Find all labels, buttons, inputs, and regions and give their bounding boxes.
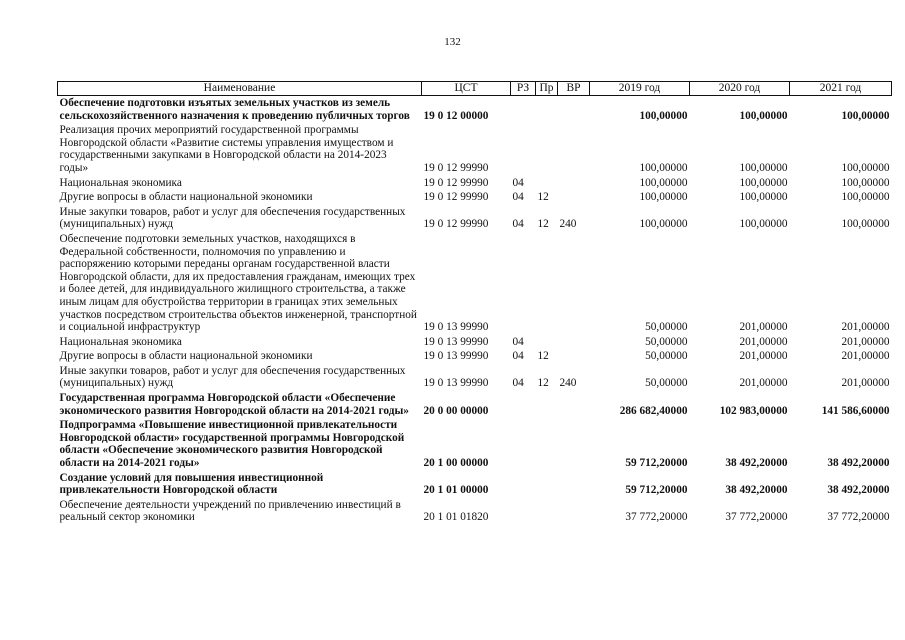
cell-2021: 38 492,20000	[827, 484, 890, 497]
cell-vr	[558, 498, 590, 525]
table-row	[58, 391, 892, 418]
cell-vr	[558, 176, 590, 191]
cell-name: Реализация прочих мероприятий государственной программы Новгородской области «Развитие системы управления имуществом и государственными закупками в Новгородской области на 2014-2023 годы»	[59, 124, 394, 174]
cell-cst: 19 0 13 99990	[423, 335, 489, 348]
cell-rz: 04	[512, 377, 524, 390]
cell-2019: 50,00000	[645, 321, 688, 334]
table-body	[58, 96, 892, 526]
table-row	[58, 364, 892, 391]
cell-2021: 100,00000	[841, 218, 890, 231]
cell-rz	[511, 391, 536, 418]
cell-pr	[536, 176, 558, 191]
cell-pr: 12	[537, 218, 549, 231]
cell-2021: 37 772,20000	[827, 511, 890, 524]
cell-rz	[511, 418, 536, 470]
cell-cst: 20 1 00 00000	[423, 457, 489, 470]
table-row	[58, 205, 892, 232]
cell-name: Государственная программа Новгородской области «Обеспечение экономического развития Новгородской области на 2014-2021 годы»	[59, 392, 409, 417]
col-header-name: Наименование	[58, 82, 422, 96]
table-row	[58, 232, 892, 335]
col-header-cst: ЦСТ	[422, 82, 511, 96]
cell-pr	[536, 232, 558, 335]
cell-2019: 100,00000	[639, 191, 688, 204]
cell-2021: 100,00000	[841, 109, 890, 122]
cell-cst: 19 0 12 99990	[423, 176, 489, 189]
cell-cst: 19 0 12 99990	[423, 161, 489, 174]
table-row	[58, 471, 892, 498]
table-row	[58, 418, 892, 470]
cell-2019: 50,00000	[645, 377, 688, 390]
cell-name: Обеспечение подготовки изъятых земельных участков из земель сельскохозяйственного назначения к проведению публичных торгов	[59, 97, 410, 122]
page-number: 132	[444, 36, 461, 48]
cell-vr	[558, 123, 590, 175]
cell-2020: 201,00000	[739, 321, 788, 334]
cell-rz	[511, 471, 536, 498]
table-row	[58, 123, 892, 175]
table-row	[58, 190, 892, 205]
cell-pr	[536, 471, 558, 498]
cell-2020: 201,00000	[739, 350, 788, 363]
cell-rz: 04	[512, 350, 524, 363]
cell-vr: 240	[559, 377, 577, 390]
table-row	[58, 349, 892, 364]
cell-pr	[536, 96, 558, 124]
cell-vr	[558, 349, 590, 364]
cell-rz	[511, 232, 536, 335]
cell-pr	[536, 123, 558, 175]
col-header-2021: 2021 год	[790, 82, 892, 96]
cell-2019: 100,00000	[639, 218, 688, 231]
cell-vr	[558, 391, 590, 418]
cell-2021: 100,00000	[841, 161, 890, 174]
cell-pr	[536, 391, 558, 418]
cell-rz: 04	[512, 218, 524, 231]
cell-2021: 100,00000	[841, 191, 890, 204]
cell-2020: 201,00000	[739, 335, 788, 348]
table-row	[58, 176, 892, 191]
cell-cst: 19 0 13 99990	[423, 350, 489, 363]
cell-2020: 102 983,00000	[719, 404, 788, 417]
cell-cst: 19 0 12 99990	[423, 191, 489, 204]
cell-2020: 100,00000	[739, 218, 788, 231]
cell-2019: 100,00000	[639, 176, 688, 189]
cell-2021: 201,00000	[841, 377, 890, 390]
cell-name: Обеспечение деятельности учреждений по привлечению инвестиций в реальный сектор экономики	[59, 498, 401, 524]
col-header-pr: Пр	[536, 82, 558, 96]
table-row	[58, 498, 892, 525]
cell-name: Иные закупки товаров, работ и услуг для обеспечения государственных (муниципальных) нужд	[59, 364, 406, 390]
col-header-vr: ВР	[558, 82, 590, 96]
cell-name: Подпрограмма «Повышение инвестиционной привлекательности Новгородской области» государственной программы Новгородской области «Обеспечение экономического развития Новгородской области на 2014-2021 годы»	[59, 419, 405, 470]
col-header-rz: РЗ	[511, 82, 536, 96]
cell-vr	[558, 418, 590, 470]
cell-2020: 100,00000	[739, 191, 788, 204]
cell-vr	[558, 232, 590, 335]
cell-pr	[536, 498, 558, 525]
cell-name: Другие вопросы в области национальной экономики	[59, 350, 313, 363]
table-row	[58, 96, 892, 124]
cell-name: Национальная экономика	[59, 176, 182, 189]
cell-2020: 37 772,20000	[725, 511, 788, 524]
table-header-row	[58, 82, 892, 96]
cell-2020: 38 492,20000	[725, 484, 788, 497]
cell-vr	[558, 335, 590, 350]
cell-vr	[558, 471, 590, 498]
cell-cst: 19 0 12 00000	[423, 109, 489, 122]
cell-2019: 50,00000	[645, 350, 688, 363]
table-row	[58, 335, 892, 350]
cell-cst: 20 1 01 01820	[423, 511, 489, 524]
cell-vr	[558, 190, 590, 205]
cell-2019: 100,00000	[639, 161, 688, 174]
cell-2021: 201,00000	[841, 335, 890, 348]
cell-rz	[511, 96, 536, 124]
cell-2021: 141 586,60000	[821, 404, 890, 417]
cell-pr	[536, 335, 558, 350]
cell-rz: 04	[512, 176, 524, 189]
cell-2021: 38 492,20000	[827, 457, 890, 470]
cell-pr: 12	[537, 377, 549, 390]
cell-name: Создание условий для повышения инвестиционной привлекательности Новгородской области	[59, 471, 324, 497]
cell-2019: 37 772,20000	[625, 511, 688, 524]
cell-cst: 19 0 13 99990	[423, 321, 489, 334]
cell-2021: 201,00000	[841, 350, 890, 363]
cell-cst: 20 1 01 00000	[423, 484, 489, 497]
cell-rz: 04	[512, 191, 524, 204]
cell-cst: 19 0 13 99990	[423, 377, 489, 390]
cell-2020: 100,00000	[739, 109, 788, 122]
cell-2020: 100,00000	[739, 176, 788, 189]
cell-2019: 50,00000	[645, 335, 688, 348]
cell-name: Другие вопросы в области национальной экономики	[59, 191, 313, 204]
cell-cst: 20 0 00 00000	[423, 404, 489, 417]
col-header-2020: 2020 год	[690, 82, 790, 96]
cell-vr: 240	[559, 218, 577, 231]
cell-pr: 12	[537, 350, 549, 363]
cell-vr	[558, 96, 590, 124]
cell-2020: 100,00000	[739, 161, 788, 174]
cell-2019: 286 682,40000	[619, 404, 688, 417]
cell-2020: 38 492,20000	[725, 457, 788, 470]
cell-rz: 04	[512, 335, 524, 348]
budget-table	[57, 81, 892, 525]
cell-pr: 12	[537, 191, 549, 204]
cell-rz	[511, 123, 536, 175]
cell-name: Иные закупки товаров, работ и услуг для обеспечения государственных (муниципальных) нужд	[59, 205, 406, 231]
cell-name: Национальная экономика	[59, 335, 182, 348]
cell-2020: 201,00000	[739, 377, 788, 390]
cell-2019: 100,00000	[639, 109, 688, 122]
cell-pr	[536, 418, 558, 470]
cell-cst: 19 0 12 99990	[423, 218, 489, 231]
cell-rz	[511, 498, 536, 525]
cell-2021: 201,00000	[841, 321, 890, 334]
cell-2021: 100,00000	[841, 176, 890, 189]
col-header-2019: 2019 год	[590, 82, 690, 96]
cell-name: Обеспечение подготовки земельных участков, находящихся в Федеральной собственности, полномочия по управлению и распоряжению которыми переданы органам государственной власти Новгородской области, для их предоставления гражданам, имеющих трех и более детей, для индивидуального жилищного строительства, а также иным лицам для обустройства территории в границах этих земельных участков посредством строительства объектов инженерной, транспортной и социальной инфраструктур	[59, 232, 417, 334]
cell-2019: 59 712,20000	[625, 484, 688, 497]
cell-2019: 59 712,20000	[625, 457, 688, 470]
